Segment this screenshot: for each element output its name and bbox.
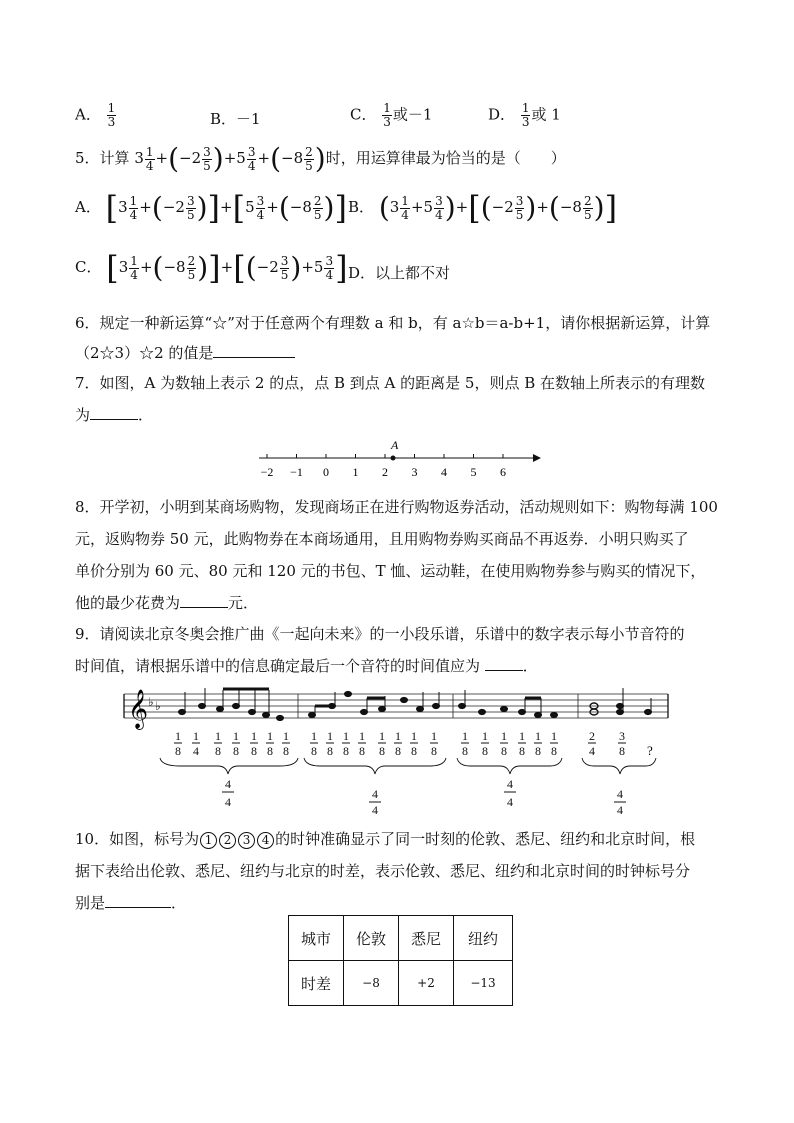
duration-numerator: 1 [175, 729, 181, 743]
q10-line2: 据下表给出伦敦、悉尼、纽约与北京的时差，表示伦敦、悉尼、纽约和北京时间的时钟标号分 [75, 862, 691, 880]
duration-numerator: 1 [462, 729, 468, 743]
duration-denominator: 8 [379, 744, 385, 758]
svg-text:4: 4 [507, 777, 513, 791]
axis-tick-label: 1 [352, 465, 359, 479]
duration-denominator: 4 [193, 744, 199, 758]
duration-numerator: 1 [395, 729, 401, 743]
q4-option-d: D． $\frac{1}{3}$ 或 1 [488, 101, 561, 129]
duration-denominator: 8 [175, 744, 181, 758]
duration-numerator: 1 [519, 729, 525, 743]
table-row [289, 961, 513, 1006]
q4-option-c: C． $\frac{1}{3}$ 或－1 [350, 101, 433, 129]
duration-denominator: 8 [311, 744, 317, 758]
axis-tick-label: 5 [470, 465, 477, 479]
duration-denominator: 8 [619, 744, 625, 758]
axis-tick-label: 0 [323, 465, 329, 479]
number-line [255, 436, 545, 482]
svg-text:4: 4 [372, 787, 378, 801]
q7-line1: 7．如图，A 为数轴上表示 2 的点，点 B 到点 A 的距离是 5，则点 B 在数轴上所表示的有理数 [75, 374, 706, 392]
svg-text:4: 4 [225, 777, 231, 791]
q9-line1: 9．请阅读北京冬奥会推广曲《一起向未来》的一小段乐谱，乐谱中的数字表示每小节音符的 [75, 625, 685, 643]
flat-icon: ♭ [148, 695, 154, 709]
axis-tick-label: 4 [441, 465, 447, 479]
duration-denominator: 8 [215, 744, 221, 758]
svg-text:4: 4 [617, 803, 623, 816]
duration-numerator: 1 [379, 729, 385, 743]
q8-line4: 他的最少花费为 元． [75, 594, 259, 612]
duration-denominator: 8 [395, 744, 401, 758]
duration-denominator: 8 [411, 744, 417, 758]
q5-option-d: D．以上都不对 [348, 264, 451, 282]
answer-blank[interactable] [105, 907, 171, 908]
answer-blank[interactable] [90, 419, 138, 420]
duration-numerator: 1 [327, 729, 333, 743]
axis-tick-label: −1 [290, 465, 303, 479]
axis-tick-label: 2 [382, 465, 388, 479]
answer-blank[interactable] [180, 607, 228, 608]
q5-option-b: B． (3 $\frac{1}{4}$ +5 $\frac{3}{4}$ )+[(−2 $\frac{3}{5}$ )+(−8 $\frac{2}{5}$ )] [348, 189, 618, 227]
q10-line3: 别是 ． [75, 894, 187, 912]
q5-option-c: C． [3 $\frac{1}{4}$ +(−8 $\frac{2}{5}$ )]+[(−2 $\frac{3}{5}$ )+5 $\frac{3}{4}$ ] [75, 249, 348, 287]
table-header-cell: 悉尼 [399, 916, 454, 961]
duration-numerator: 1 [482, 729, 488, 743]
duration-numerator: 1 [283, 729, 289, 743]
svg-text:4: 4 [617, 787, 623, 801]
q8-line1: 8．开学初，小明到某商场购物，发现商场正在进行购物返券活动，活动规则如下：购物每满 100 [75, 498, 718, 516]
treble-clef-icon: 𝄞 [128, 691, 149, 728]
table-cell: +2 [399, 961, 454, 1006]
duration-numerator: 1 [501, 729, 507, 743]
duration-numerator: 1 [311, 729, 317, 743]
arrow-icon [533, 454, 541, 462]
duration-denominator: 8 [501, 744, 507, 758]
duration-numerator: 3 [619, 729, 625, 743]
duration-denominator: 8 [343, 744, 349, 758]
time-difference-table [288, 915, 513, 1006]
table-cell: −13 [454, 961, 513, 1006]
duration-denominator: 8 [535, 744, 541, 758]
duration-numerator: 1 [193, 729, 199, 743]
axis-tick-label: 3 [411, 465, 418, 479]
q8-line2: 元，返购物券 50 元，此购物券在本商场通用，且用购物券购买商品不再返券．小明只购买了 [75, 530, 689, 548]
duration-numerator: 1 [431, 729, 437, 743]
duration-denominator: 8 [431, 744, 437, 758]
axis-tick-label: −2 [260, 465, 274, 479]
q4-option-a: A． $\frac{1}{3}$ [75, 101, 116, 129]
duration-numerator: 1 [267, 729, 273, 743]
q7-line2: 为 ． [75, 406, 154, 424]
duration-denominator: 8 [462, 744, 468, 758]
q10-line1: 10．如图，标号为 1 2 3 4 的时钟准确显示了同一时刻的伦敦、悉尼、纽约和北京时间，根 [75, 830, 696, 848]
table-cell: 时差 [289, 961, 344, 1006]
axis-tick-label: 6 [500, 465, 506, 479]
duration-numerator: 1 [251, 729, 257, 743]
duration-denominator: 8 [327, 744, 333, 758]
duration-denominator: 8 [233, 744, 239, 758]
q8-line3: 单价分别为 60 元、80 元和 120 元的书包、T 恤、运动鞋，在使用购物券参与购买的情况下， [75, 562, 706, 580]
duration-numerator: 2 [589, 729, 595, 743]
duration-numerator: 1 [551, 729, 557, 743]
q6-line1: 6．规定一种新运算“☆”对于任意两个有理数 a 和 b，有 a☆b＝a-b+1，请你根据新运算，计算 [75, 314, 711, 332]
table-header-cell: 纽约 [454, 916, 513, 961]
duration-denominator: 8 [519, 744, 525, 758]
q5-stem: 5．计算 3 $\frac{1}{4}$ +(−2 $\frac{3}{5}$ )+5 $\frac{3}{4}$ +(−8 $\frac{2}{5}$ )时，用运算律最为恰当的是（ ） [75, 142, 566, 175]
answer-blank[interactable] [485, 670, 523, 671]
point-a-label: A [391, 438, 399, 452]
table-header-cell: 城市 [289, 916, 344, 961]
q4-option-b: B．－1 [210, 110, 261, 128]
duration-numerator: 1 [233, 729, 239, 743]
duration-denominator: 8 [267, 744, 273, 758]
duration-numerator: 1 [411, 729, 417, 743]
svg-text:4: 4 [372, 803, 378, 816]
duration-denominator: 4 [589, 744, 595, 758]
q6-line2: （2☆3）☆2 的值是 [75, 342, 295, 363]
duration-denominator: 8 [283, 744, 289, 758]
table-row [289, 916, 513, 961]
point-a [391, 456, 396, 461]
duration-denominator: 8 [482, 744, 488, 758]
duration-numerator: 1 [343, 729, 349, 743]
music-score [120, 684, 680, 816]
svg-text:4: 4 [507, 795, 513, 809]
duration-numerator: 1 [215, 729, 221, 743]
svg-text:4: 4 [225, 795, 231, 809]
duration-numerator: 1 [535, 729, 541, 743]
duration-denominator: 8 [251, 744, 257, 758]
q5-option-a: A． [3 $\frac{1}{4}$ +(−2 $\frac{3}{5}$ )]+[5 $\frac{3}{4}$ +(−8 $\frac{2}{5}$ )] [75, 189, 347, 227]
duration-numerator: 1 [359, 729, 365, 743]
fraction: $\frac{1}{3}$ [107, 101, 116, 129]
q9-line2: 时间值，请根据乐谱中的信息确定最后一个音符的时间值应为 ． [75, 657, 538, 675]
table-header-cell: 伦敦 [344, 916, 399, 961]
svg-text:♭: ♭ [155, 699, 161, 713]
duration-denominator: 8 [551, 744, 557, 758]
table-cell: −8 [344, 961, 399, 1006]
unknown-duration: ? [647, 743, 653, 758]
answer-blank[interactable] [213, 357, 295, 358]
duration-denominator: 8 [359, 744, 365, 758]
